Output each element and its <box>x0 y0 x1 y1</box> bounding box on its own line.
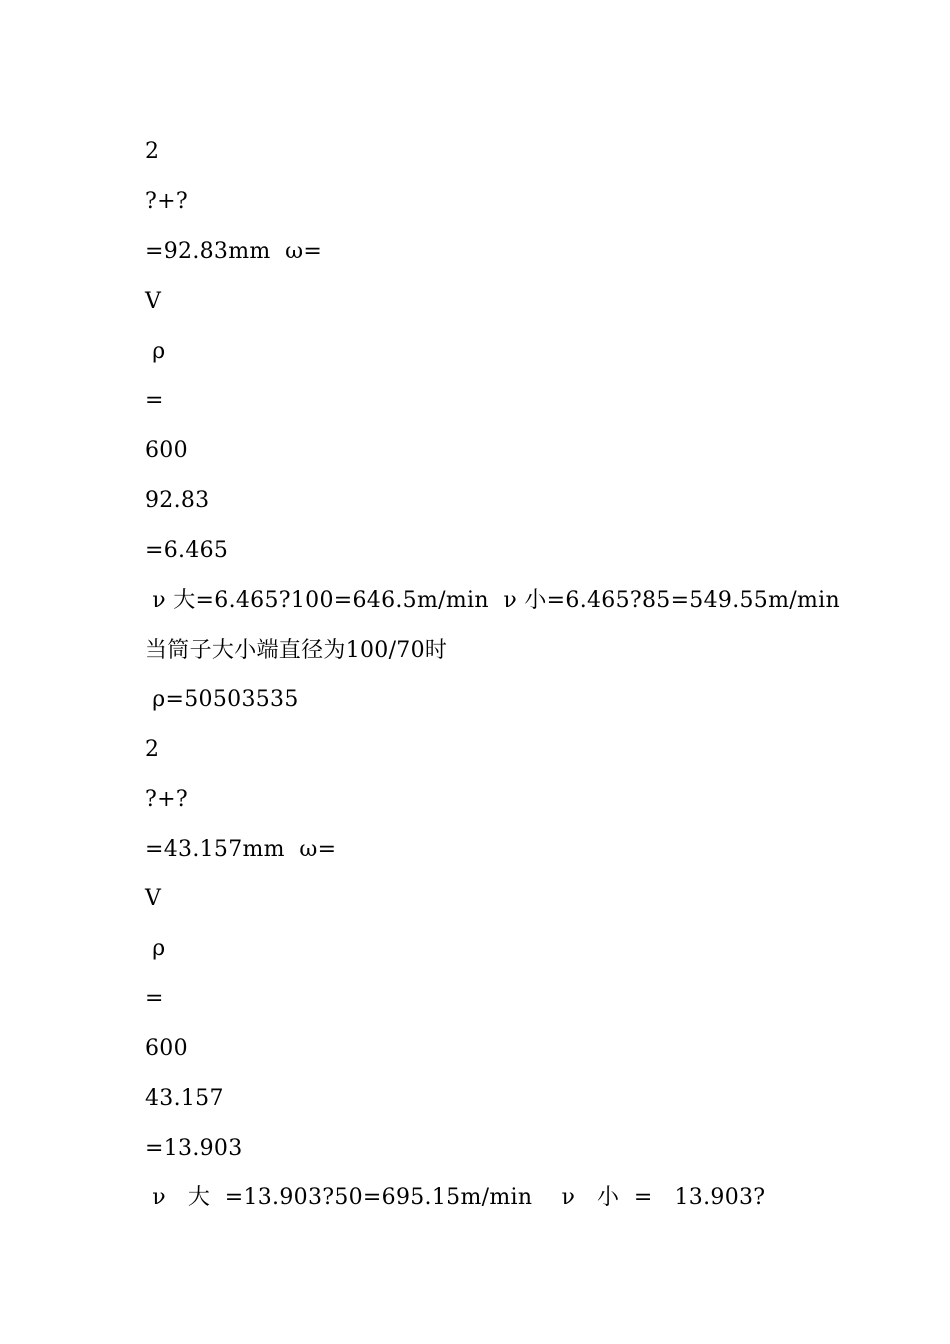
text-line: 43.157 <box>145 1086 224 1111</box>
text-line: = <box>145 388 164 413</box>
text-line: 2 <box>145 737 160 762</box>
text-line: 600 <box>145 1036 188 1061</box>
text-line: ν 大=6.465?100=646.5m/min ν 小=6.465?85=549.55m/min <box>145 588 840 613</box>
text-line: = <box>145 986 164 1011</box>
text-line: 当筒子大小端直径为100/70时 <box>145 638 448 663</box>
text-line: ?+? <box>145 787 188 812</box>
text-line: =92.83mm ω= <box>145 239 323 264</box>
text-line: 600 <box>145 438 188 463</box>
text-line: ?+? <box>145 189 188 214</box>
text-line: ρ <box>145 936 166 961</box>
text-line: =43.157mm ω= <box>145 837 337 862</box>
text-line: V <box>145 289 162 314</box>
text-line: ρ=50503535 <box>145 687 299 712</box>
text-line: =6.465 <box>145 538 229 563</box>
text-line: ν 大 =13.903?50=695.15m/min ν 小 = 13.903? <box>145 1185 766 1210</box>
text-line: V <box>145 886 162 911</box>
text-line: ρ <box>145 339 166 364</box>
text-line: 92.83 <box>145 488 210 513</box>
text-line: =13.903 <box>145 1136 243 1161</box>
text-line: 2 <box>145 139 160 164</box>
